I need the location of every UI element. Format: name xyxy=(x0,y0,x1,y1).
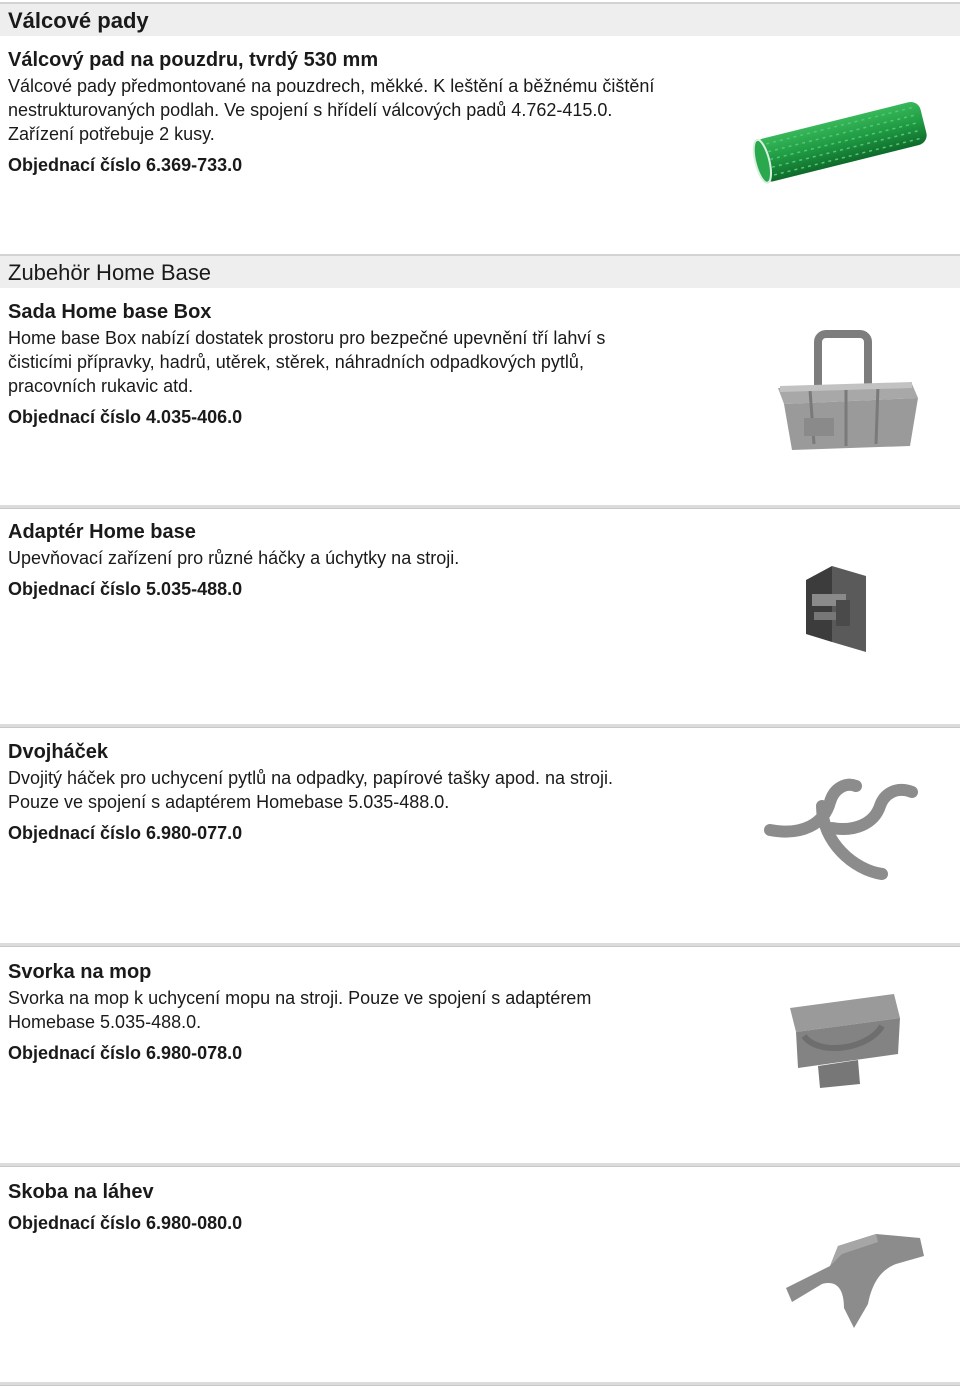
product-order-number: Objednací číslo 4.035-406.0 xyxy=(8,407,243,427)
section-divider xyxy=(0,724,960,728)
bottle-clip-image xyxy=(768,1212,934,1332)
product-description-line: Válcové pady předmontované na pouzdrech, měkké. K leštění a běžnému čištění xyxy=(8,76,655,96)
product-order-number: Objednací číslo 6.980-080.0 xyxy=(8,1213,243,1233)
section-title: Zubehör Home Base xyxy=(8,260,211,285)
section-title: Válcové pady xyxy=(8,8,149,33)
product-description-line: Svorka na mop k uchycení mopu na stroji. Pouze ve spojení s adaptérem xyxy=(8,988,592,1008)
product-order-number: Objednací číslo 6.369-733.0 xyxy=(8,155,243,175)
section-header-zubehor-home-base xyxy=(0,254,960,288)
section-divider xyxy=(0,505,960,509)
product-description-line: Homebase 5.035-488.0. xyxy=(8,1012,202,1032)
section-divider xyxy=(0,1382,960,1386)
product-description-line: Dvojitý háček pro uchycení pytlů na odpadky, papírové tašky apod. na stroji. xyxy=(8,768,614,788)
roller-pad-image xyxy=(748,96,932,188)
home-base-box-image xyxy=(770,326,926,458)
product-double-hook xyxy=(8,740,728,845)
product-order-number: Objednací číslo 5.035-488.0 xyxy=(8,579,243,599)
section-divider xyxy=(0,1163,960,1167)
product-roller-pad xyxy=(8,48,728,177)
product-description-line: nestrukturovaných podlah. Ve spojení s hřídelí válcových padů 4.762-415.0. xyxy=(8,100,613,120)
product-adapter xyxy=(8,520,728,601)
product-description-line: čisticími přípravky, hadrů, utěrek, stěrek, náhradních odpadkových pytlů, xyxy=(8,352,584,372)
product-name: Sada Home base Box xyxy=(8,301,212,323)
product-description-line: Pouze ve spojení s adaptérem Homebase 5.035-488.0. xyxy=(8,792,450,812)
product-order-number: Objednací číslo 6.980-078.0 xyxy=(8,1043,243,1063)
adapter-image xyxy=(796,560,876,660)
product-name: Válcový pad na pouzdru, tvrdý 530 mm xyxy=(8,49,379,71)
product-name: Svorka na mop xyxy=(8,961,152,983)
product-description-line: Zařízení potřebuje 2 kusy. xyxy=(8,124,215,144)
mop-clamp-image xyxy=(778,986,912,1090)
product-name: Dvojháček xyxy=(8,741,109,763)
product-name: Skoba na láhev xyxy=(8,1181,154,1203)
product-name: Adaptér Home base xyxy=(8,521,196,543)
product-description-line: Upevňovací zařízení pro různé háčky a úchytky na stroji. xyxy=(8,548,460,568)
section-header-valcove-pady xyxy=(0,2,960,36)
product-mop-clamp xyxy=(8,960,728,1065)
section-divider xyxy=(0,943,960,947)
product-description-line: pracovních rukavic atd. xyxy=(8,376,194,396)
double-hook-image xyxy=(762,772,932,882)
product-description-line: Home base Box nabízí dostatek prostoru pro bezpečné upevnění tří lahví s xyxy=(8,328,606,348)
product-order-number: Objednací číslo 6.980-077.0 xyxy=(8,823,243,843)
product-bottle-clip xyxy=(8,1180,728,1235)
product-home-base-box xyxy=(8,300,728,429)
